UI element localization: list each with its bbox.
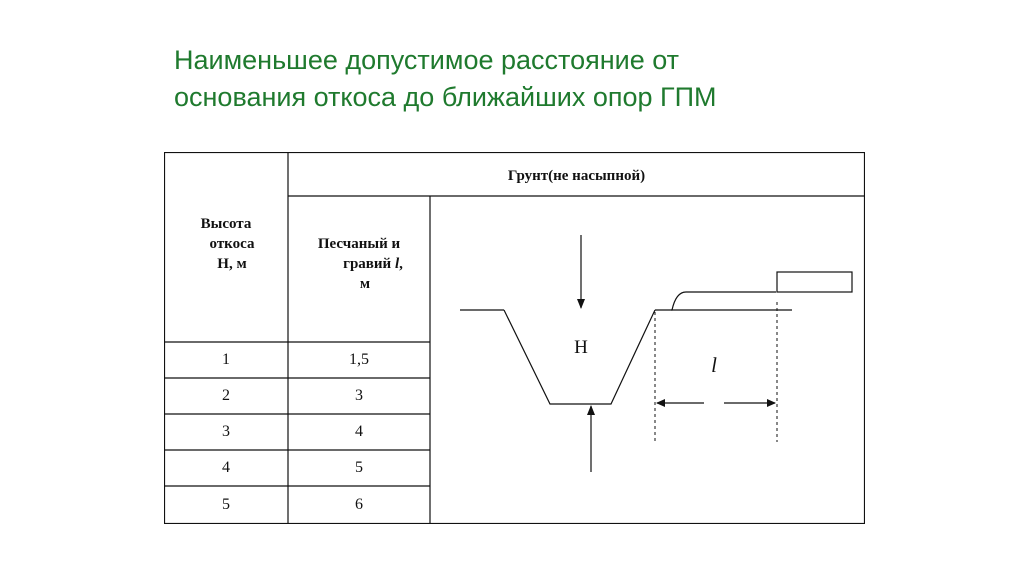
header-sand-gravel-line2 bbox=[288, 254, 430, 274]
slope-diagram bbox=[460, 235, 852, 472]
header-slope-height-line3: Н, м bbox=[217, 256, 247, 272]
header-slope-height-line2: откоса bbox=[209, 236, 255, 252]
crane-support bbox=[777, 272, 852, 292]
header-sand-gravel-symbol: l bbox=[394, 256, 400, 272]
title-line-2: основания откоса до ближайших опор ГПМ bbox=[174, 82, 717, 112]
header-sand-gravel-line1: Песчаный и bbox=[317, 236, 401, 252]
header-slope-height bbox=[164, 214, 288, 274]
distance-label: l bbox=[711, 353, 717, 377]
depth-label: Н bbox=[574, 337, 588, 358]
cell-height: 1 bbox=[222, 351, 230, 368]
cell-height: 2 bbox=[222, 387, 230, 404]
header-sand-gravel-word: гравий bbox=[343, 256, 395, 272]
header-slope-height-line1: Высота bbox=[200, 216, 252, 232]
distance-table bbox=[164, 152, 865, 524]
cell-height: 4 bbox=[222, 459, 230, 476]
header-sand-gravel-comma: , bbox=[399, 256, 403, 272]
slide-title bbox=[174, 42, 934, 116]
cell-height: 3 bbox=[222, 423, 230, 440]
cell-distance: 4 bbox=[355, 423, 363, 440]
header-soil: Грунт(не насыпной) bbox=[507, 168, 646, 184]
dimension-arrowhead-left bbox=[656, 399, 665, 407]
title-line-1: Наименьшее допустимое расстояние от bbox=[174, 45, 680, 75]
dimension-arrowhead-right bbox=[767, 399, 776, 407]
header-sand-gravel-line3: м bbox=[359, 276, 371, 292]
support-base-outline bbox=[655, 292, 776, 310]
header-sand-gravel bbox=[288, 234, 430, 294]
arrowhead-top bbox=[577, 299, 585, 309]
cell-distance: 6 bbox=[355, 496, 363, 513]
cell-distance: 1,5 bbox=[349, 351, 369, 368]
cell-height: 5 bbox=[222, 496, 230, 513]
arrowhead-bottom bbox=[587, 405, 595, 415]
cell-distance: 3 bbox=[355, 387, 363, 404]
cell-distance: 5 bbox=[355, 459, 363, 476]
